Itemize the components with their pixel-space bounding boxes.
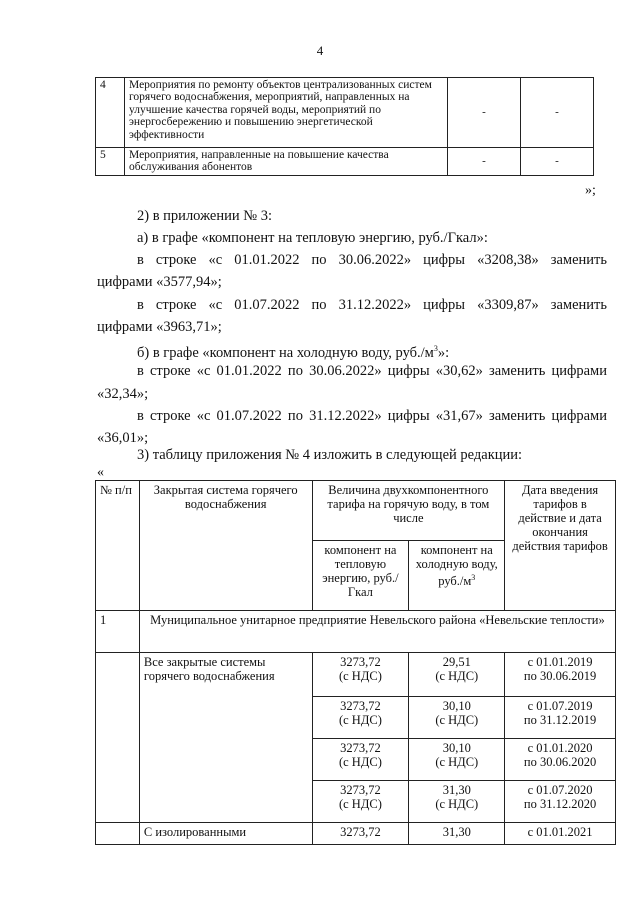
row-value: - — [521, 78, 594, 148]
table-row — [96, 148, 594, 176]
table-row — [96, 611, 616, 653]
water-value: 31,30 — [409, 823, 505, 845]
table-row — [96, 823, 616, 845]
paragraph-line: в строке «с 01.01.2022 по 30.06.2022» цифры «3208,38» заменить — [137, 252, 607, 268]
header-system: Закрытая система горячего водоснабжения — [139, 481, 312, 611]
table-row — [96, 653, 616, 697]
water-value: 30,10 (с НДС) — [409, 697, 505, 739]
heat-value: 3273,72 (с НДС) — [312, 781, 409, 823]
row-text: Мероприятия, направленные на повышение качества обслуживания абонентов — [125, 148, 448, 176]
water-value: 30,10 (с НДС) — [409, 739, 505, 781]
row-value: - — [448, 78, 521, 148]
paragraph-line: в строке «с 01.07.2022 по 31.12.2022» цифры «3309,87» заменить — [137, 297, 607, 313]
water-value: 29,51 (с НДС) — [409, 653, 505, 697]
paragraph-line: «36,01»; — [97, 430, 149, 446]
paragraph-line: в строке «с 01.07.2022 по 31.12.2022» цифры «31,67» заменить цифрами — [137, 408, 607, 424]
header-water-component: компонент на холодную воду, $руб./м^3$ — [409, 541, 505, 611]
paragraph-water-column: б) в графе «компонент на холодную воду, $руб./м^3$»: — [137, 344, 450, 361]
closing-quote: »; — [585, 183, 596, 198]
paragraph-appendix-4: 3) таблицу приложения № 4 изложить в следующей редакции: — [137, 447, 523, 463]
date-range: с 01.01.2021 — [505, 823, 616, 845]
heat-value: 3273,72 (с НДС) — [312, 697, 409, 739]
page-number: 4 — [316, 43, 324, 58]
row-number: 4 — [96, 78, 125, 148]
date-range: с 01.07.2020 по 31.12.2020 — [505, 781, 616, 823]
paragraph-line: цифрами «3963,71»; — [97, 319, 222, 335]
row-value: - — [448, 148, 521, 176]
header-date: Дата введения тарифов в действие и дата окончания действия тарифов — [505, 481, 616, 611]
heat-value: 3273,72 (с НДС) — [312, 653, 409, 697]
paragraph-appendix-3: 2) в приложении № 3: — [137, 208, 272, 224]
heat-value: 3273,72 (с НДС) — [312, 739, 409, 781]
paragraph-heat-column: а) в графе «компонент на тепловую энергию, руб./Гкал»: — [137, 230, 488, 246]
table-header-row — [96, 481, 616, 541]
header-value: Величина двухкомпонентного тарифа на горячую воду, в том числе — [312, 481, 505, 541]
header-heat-component: компонент на тепловую энергию, руб./Гкал — [312, 541, 409, 611]
paragraph-line: цифрами «3577,94»; — [97, 274, 222, 290]
table-row — [96, 78, 594, 148]
paragraph-line: «32,34»; — [97, 386, 149, 402]
heat-value: 3273,72 — [312, 823, 409, 845]
row-value: - — [521, 148, 594, 176]
date-range: с 01.07.2019 по 31.12.2019 — [505, 697, 616, 739]
tariff-table — [95, 480, 616, 845]
org-name: Муниципальное унитарное предприятие Невельского района «Невельские теплости» — [139, 611, 615, 653]
opening-quote: « — [97, 465, 104, 480]
row-text: Мероприятия по ремонту объектов централизованных систем горячего водоснабжения, мероприятий, направленных на улучшение качества горячей воды, мероприятий по энергосбережению и повышению энергетической эффективности — [125, 78, 448, 148]
paragraph-line: в строке «с 01.01.2022 по 30.06.2022» цифры «30,62» заменить цифрами — [137, 363, 607, 379]
date-range: с 01.01.2020 по 30.06.2020 — [505, 739, 616, 781]
header-num: № п/п — [96, 481, 140, 611]
measures-table — [95, 77, 594, 176]
date-range: с 01.01.2019 по 30.06.2019 — [505, 653, 616, 697]
row-number: 5 — [96, 148, 125, 176]
water-value: 31,30 (с НДС) — [409, 781, 505, 823]
system-group-name: С изолированными — [139, 823, 312, 845]
system-group-name: Все закрытые системы горячего водоснабжения — [139, 653, 312, 823]
org-number: 1 — [96, 611, 140, 653]
